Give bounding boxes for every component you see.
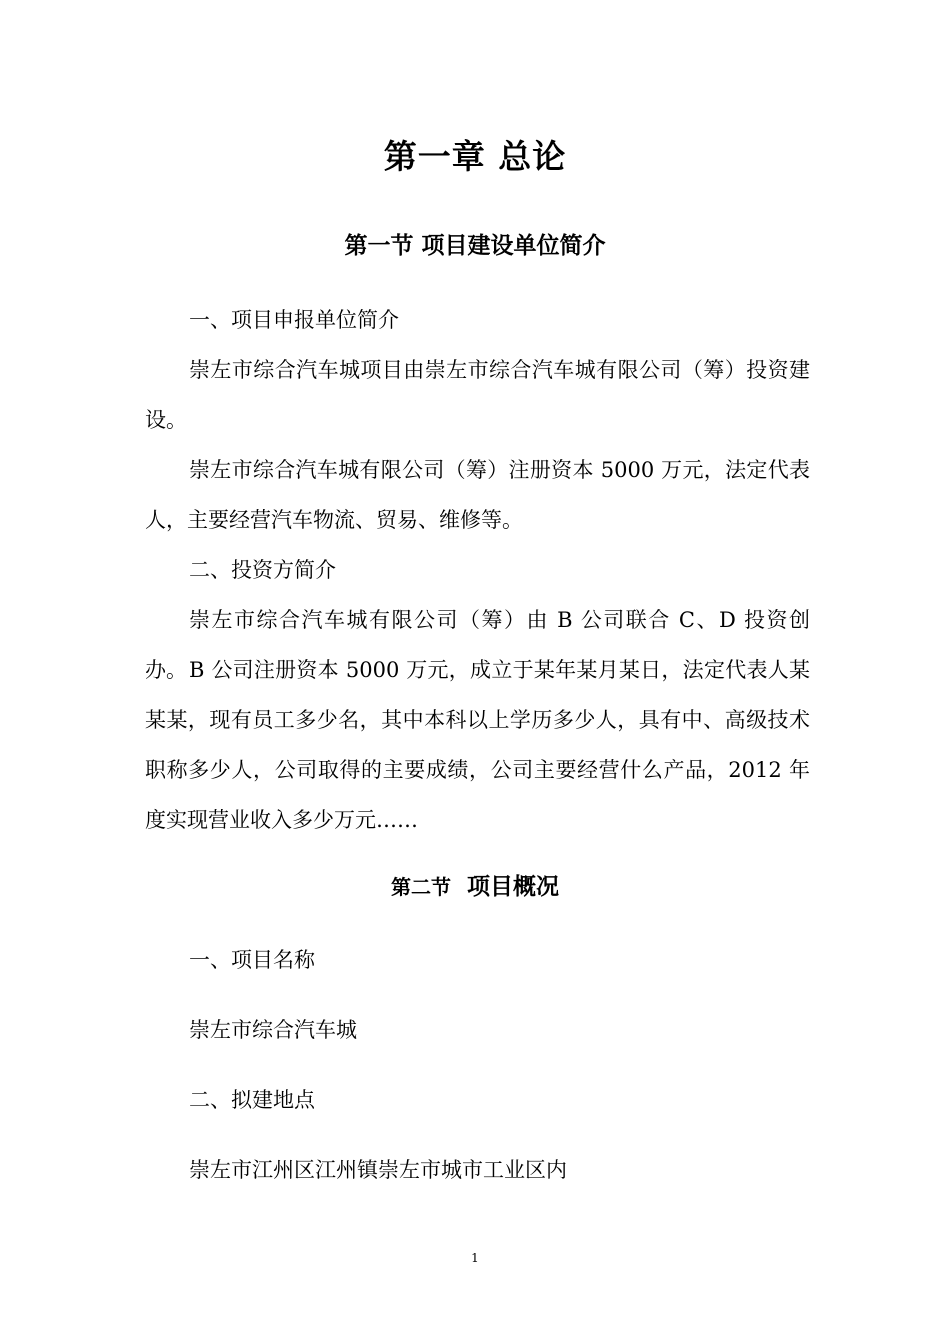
section-title-2 — [0, 871, 950, 903]
paragraph-company-capital: 崇左市综合汽车城有限公司（筹）注册资本 5000 万元，法定代表人，主要经营汽车物流、贸易、维修等。 — [145, 458, 810, 532]
page-number: 1 — [471, 1251, 479, 1265]
paragraph-joint-founders: 崇左市综合汽车城有限公司（筹）由 B 公司联合 C、D 投资创办。 — [145, 608, 810, 682]
project-name-value: 崇左市综合汽车城 — [189, 1018, 357, 1042]
section-title-1: 第一节 项目建设单位简介 — [344, 233, 606, 259]
section-2-text: 项目概况 — [467, 874, 559, 900]
location-value: 崇左市江州区江州镇崇左市城市工业区内 — [189, 1158, 567, 1182]
chapter-title: 第一章 总论 — [383, 137, 567, 176]
section-2-number: 第二节 — [390, 875, 451, 899]
subheading-location: 二、拟建地点 — [189, 1088, 315, 1112]
paragraph-project-investor: 崇左市综合汽车城项目由崇左市综合汽车城有限公司（筹）投资建设。 — [145, 358, 810, 432]
subheading-investor-intro: 二、投资方简介 — [189, 558, 336, 582]
subheading-applicant-intro: 一、项目申报单位简介 — [189, 308, 399, 332]
subheading-project-name: 一、项目名称 — [189, 948, 315, 972]
paragraph-company-b-profile: B 公司注册资本 5000 万元，成立于某年某月某日，法定代表人某某某，现有员工多少名，其中本科以上学历多少人，具有中、高级技术职称多少人，公司取得的主要成绩，公司主要经营什么产品，2012 年度实现营业收入多少万元…… — [145, 658, 810, 832]
